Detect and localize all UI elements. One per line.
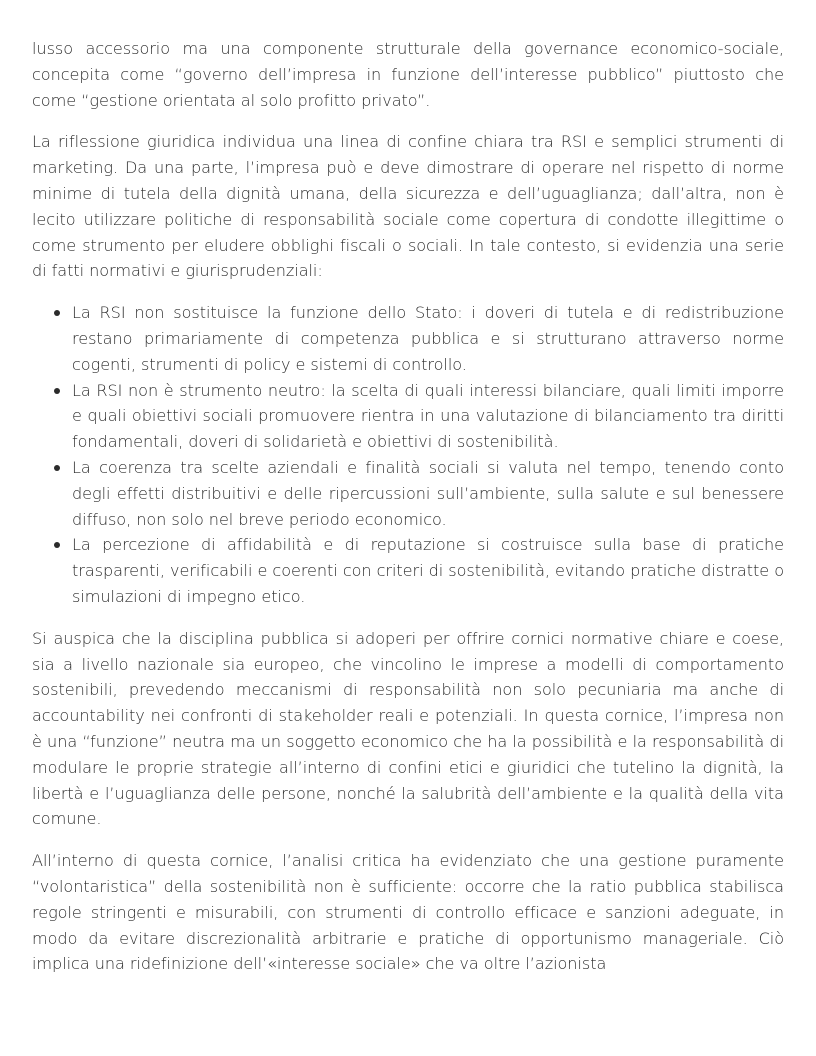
paragraph-intro-continuation: lusso accessorio ma una componente strutturale della governance economico-sociale, concepita come “governo dell’impresa in funzione dell’interesse pubblico” piuttosto che come “gestione orientata al solo profitto privato”.	[32, 39, 784, 110]
list-item-text: La RSI non è strumento neutro: la scelta di quali interessi bilanciare, quali limiti imporre e quali obiettivi sociali promuovere rientra in una valutazione di bilanciamento tra diritti fondamentali, doveri di solidarietà e obiettivi di sostenibilità.	[72, 380, 784, 452]
bullet-icon	[54, 388, 60, 394]
list-item-text: La percezione di affidabilità e di reputazione si costruisce sulla base di pratiche trasparenti, verificabili e coerenti con criteri di sostenibilità, evitando pratiche distratte o simulazioni di impegno etico.	[72, 535, 784, 606]
list-item	[72, 455, 784, 532]
bullet-icon	[54, 465, 60, 471]
bullet-icon	[54, 542, 60, 548]
list-item	[72, 378, 784, 455]
paragraph-critical-analysis: All’interno di questa cornice, l’analisi critica ha evidenziato che una gestione puramente “volontaristica” della sostenibilità non è sufficiente: occorre che la ratio pubblica stabilisca regole stringenti e misurabili, con strumenti di controllo efficace e sanzioni adeguate, in modo da evitare discrezionalità arbitrarie e pratiche di opportunismo manageriale. Ciò implica una ridefinizione dell’«interesse sociale» che va oltre l’azionista	[32, 851, 784, 974]
list-item	[72, 532, 784, 609]
document-page	[32, 36, 784, 993]
list-item-text: La coerenza tra scelte aziendali e finalità sociali si valuta nel tempo, tenendo conto degli effetti distribuitivi e delle ripercussioni sull’ambiente, sulla salute e sul benessere diffuso, non solo nel breve periodo economico.	[72, 457, 784, 529]
paragraph-public-discipline: Si auspica che la disciplina pubblica si adoperi per offrire cornici normative chiare e coese, sia a livello nazionale sia europeo, che vincolino le imprese a modelli di comportamento sostenibili, prevedendo meccanismi di responsabilità non solo pecuniaria ma anche di accountability nei confronti di stakeholder reali e potenziali. In questa cornice, l’impresa non è una “funzione” neutra ma un soggetto economico che ha la possibilità e la responsabilità di modulare le proprie strategie all’interno di confini etici e giuridici che tutelino la dignità, la libertà e l’uguaglianza delle persone, nonché la salubrità dell’ambiente e la qualità della vita comune.	[32, 628, 784, 829]
list-item-text: La RSI non sostituisce la funzione dello Stato: i doveri di tutela e di redistribuzione restano primariamente di competenza pubblica e si strutturano attraverso norme cogenti, strumenti di policy e sistemi di controllo.	[72, 303, 784, 374]
list-item	[72, 300, 784, 377]
bullet-list	[32, 300, 784, 610]
paragraph-legal-reflection: La riflessione giuridica individua una linea di confine chiara tra RSI e semplici strumenti di marketing. Da una parte, l’impresa può e deve dimostrare di operare nel rispetto di norme minime di tutela della dignità umana, della sicurezza e dell’uguaglianza; dall’altra, non è lecito utilizzare politiche di responsabilità sociale come copertura di condotte illegittime o come strumento per eludere obblighi fiscali o sociali. In tale contesto, si evidenzia una serie di fatti normativi e giurisprudenziali:	[32, 132, 784, 281]
bullet-icon	[54, 310, 60, 316]
